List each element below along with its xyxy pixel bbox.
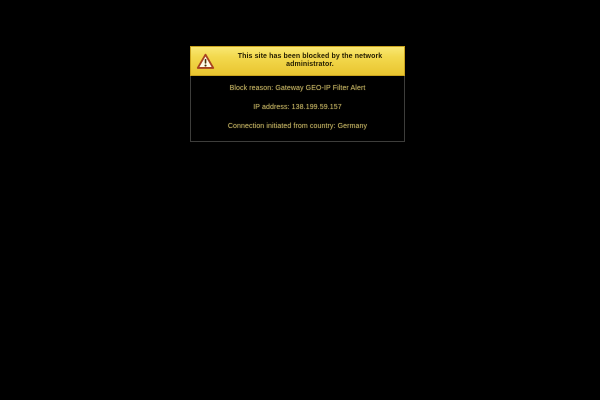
ip-address-text: IP address: 138.199.59.157 <box>253 104 342 111</box>
block-reason-text: Block reason: Gateway GEO-IP Filter Alert <box>229 85 366 92</box>
block-banner <box>190 46 405 76</box>
banner-message: This site has been blocked by the network administrator. <box>237 53 383 68</box>
block-notice <box>190 46 405 142</box>
block-details <box>190 76 405 142</box>
connection-country-text: Connection initiated from country: Germany <box>227 123 368 130</box>
warning-triangle-icon <box>196 53 215 70</box>
